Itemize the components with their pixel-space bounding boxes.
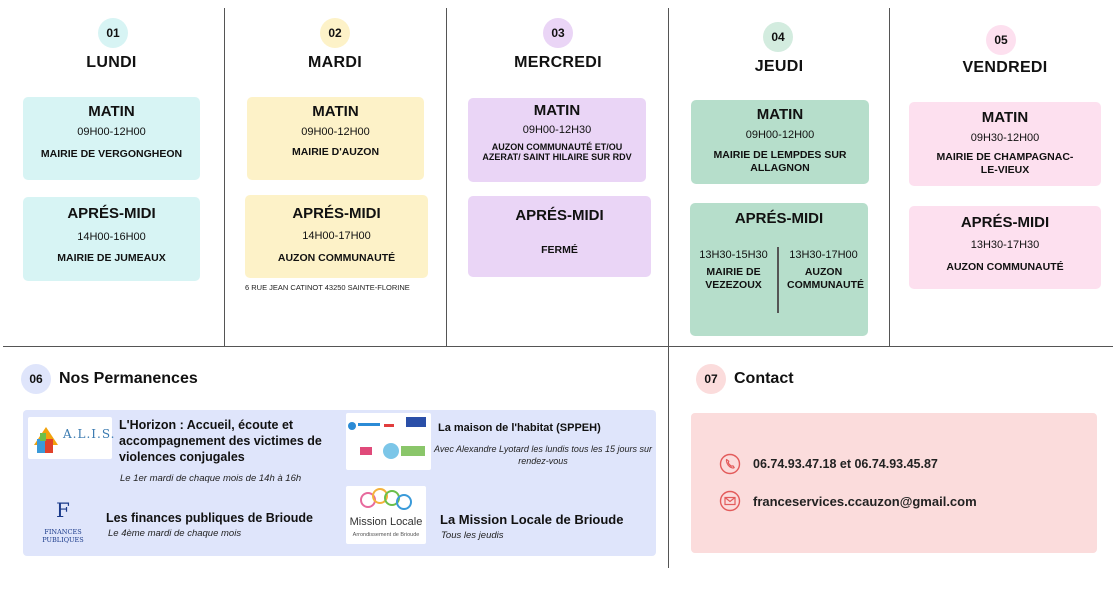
day-number: 04 [763, 22, 793, 52]
slot-place: AUZON COMMUNAUTÉ [787, 266, 864, 291]
slot-place: AUZON COMMUNAUTÉ [277, 252, 396, 264]
slot-place: FERMÉ [541, 244, 578, 256]
partner-logos-icon [346, 413, 431, 470]
slot-label: MATIN [88, 103, 135, 120]
afternoon-card [909, 206, 1101, 289]
alis-logo-text: A.L.I.S. [63, 427, 116, 441]
slot-time: 09H30-12H00 [970, 132, 1040, 144]
slot-label: APRÉS-MIDI [67, 205, 156, 222]
section-title: Nos Permanences [59, 370, 198, 387]
divider [224, 8, 225, 346]
slot-label: APRÉS-MIDI [292, 205, 381, 222]
divider [889, 8, 890, 346]
slot-time: 13H30-17H30 [970, 239, 1040, 251]
afternoon-card [23, 197, 200, 281]
divider [446, 8, 447, 346]
afternoon-card [245, 195, 428, 278]
day-name: MERCREDI [514, 54, 602, 71]
slot-place: MAIRIE DE CHAMPAGNAC-LE-VIEUX [936, 151, 1074, 176]
permanence-schedule: Le 4ème mardi de chaque mois [108, 528, 242, 539]
mission-logo-text: Mission Locale [349, 516, 423, 528]
slot-place: MAIRIE D'AUZON [291, 146, 380, 158]
permanence-schedule: Avec Alexandre Lyotard les lundis tous les 15 jours sur rendez-vous [434, 444, 652, 466]
people-icon [346, 486, 426, 516]
svg-text:F: F [56, 498, 70, 522]
slot-time: 14H00-17H00 [302, 230, 371, 242]
permanence-title: Les finances publiques de Brioude [106, 511, 313, 525]
slot-time: 13H30-15H30 [699, 249, 768, 261]
mission-locale-logo [346, 486, 426, 544]
slot-label: MATIN [533, 102, 581, 119]
section-number: 06 [21, 364, 51, 394]
address: 6 RUE JEAN CATINOT 43250 SAINTE-FLORINE [245, 283, 410, 292]
section-number: 07 [696, 364, 726, 394]
slot-label: APRÉS-MIDI [960, 214, 1050, 231]
contact-header [696, 364, 794, 394]
slot-label: MATIN [312, 103, 359, 120]
slot-time: 09H00-12H30 [522, 124, 592, 136]
alis-logo [28, 417, 116, 459]
divider [3, 346, 1113, 347]
permanence-schedule: Tous les jeudis [441, 530, 504, 541]
finances-logo-text: FINANCES PUBLIQUES [42, 528, 84, 544]
slot-time: 13H30-17H00 [789, 249, 858, 261]
day-name: VENDREDI [962, 59, 1048, 76]
contact-panel [691, 413, 1097, 553]
morning-card [23, 97, 200, 180]
day-name: MARDI [308, 54, 362, 71]
day-name: LUNDI [86, 54, 137, 71]
slot-label: MATIN [981, 109, 1029, 126]
permanences-header [21, 364, 198, 394]
permanence-title: L'Horizon : Accueil, écoute et accompagnement des victimes de violences conjugales [119, 418, 322, 464]
contact-email[interactable]: franceservices.ccauzon@gmail.com [753, 494, 977, 509]
afternoon-card [690, 203, 868, 336]
mission-logo-sub: Arrondissement de Brioude [352, 532, 420, 538]
divider [668, 8, 669, 568]
permanence-schedule: Le 1er mardi de chaque mois de 14h à 16h [120, 473, 302, 484]
slot-place: MAIRIE DE LEMPDES SUR ALLAGNON [713, 149, 847, 174]
morning-card [909, 102, 1101, 186]
day-number: 05 [986, 25, 1016, 55]
slot-place: MAIRIE DE JUMEAUX [57, 252, 166, 264]
slot-place: AUZON COMMUNAUTÉ ET/OU AZERAT/ SAINT HILAIRE SUR RDV [482, 142, 632, 163]
finances-publiques-logo [25, 498, 101, 544]
day-number: 01 [98, 18, 128, 48]
slot-label: APRÉS-MIDI [734, 210, 824, 227]
contact-phone[interactable]: 06.74.93.47.18 et 06.74.93.45.87 [753, 457, 938, 471]
flag-icon [25, 498, 101, 520]
section-title: Contact [734, 370, 794, 387]
slot-time: 14H00-16H00 [77, 231, 146, 243]
email-icon [719, 490, 741, 512]
slot-place: MAIRIE DE VERGONGHEON [40, 148, 183, 160]
permanences-panel [23, 410, 656, 556]
morning-card [468, 98, 646, 182]
habitat-logos [346, 413, 431, 470]
morning-card [247, 97, 424, 180]
permanence-title: La maison de l'habitat (SPPEH) [438, 422, 601, 434]
slot-time: 09H00-12H00 [301, 126, 370, 138]
slot-label: APRÉS-MIDI [515, 207, 604, 224]
phone-icon [719, 453, 741, 475]
slot-place: AUZON COMMUNAUTÉ [946, 261, 1064, 273]
day-name: JEUDI [754, 58, 804, 75]
day-number: 03 [543, 18, 573, 48]
day-number: 02 [320, 18, 350, 48]
slot-place: MAIRIE DE VEZEZOUX [705, 266, 762, 291]
slot-time: 09H00-12H00 [77, 126, 146, 138]
slot-label: MATIN [756, 106, 804, 123]
morning-card [691, 100, 869, 184]
slot-time: 09H00-12H00 [745, 129, 815, 141]
afternoon-card [468, 196, 651, 277]
permanence-title: La Mission Locale de Brioude [440, 512, 624, 527]
